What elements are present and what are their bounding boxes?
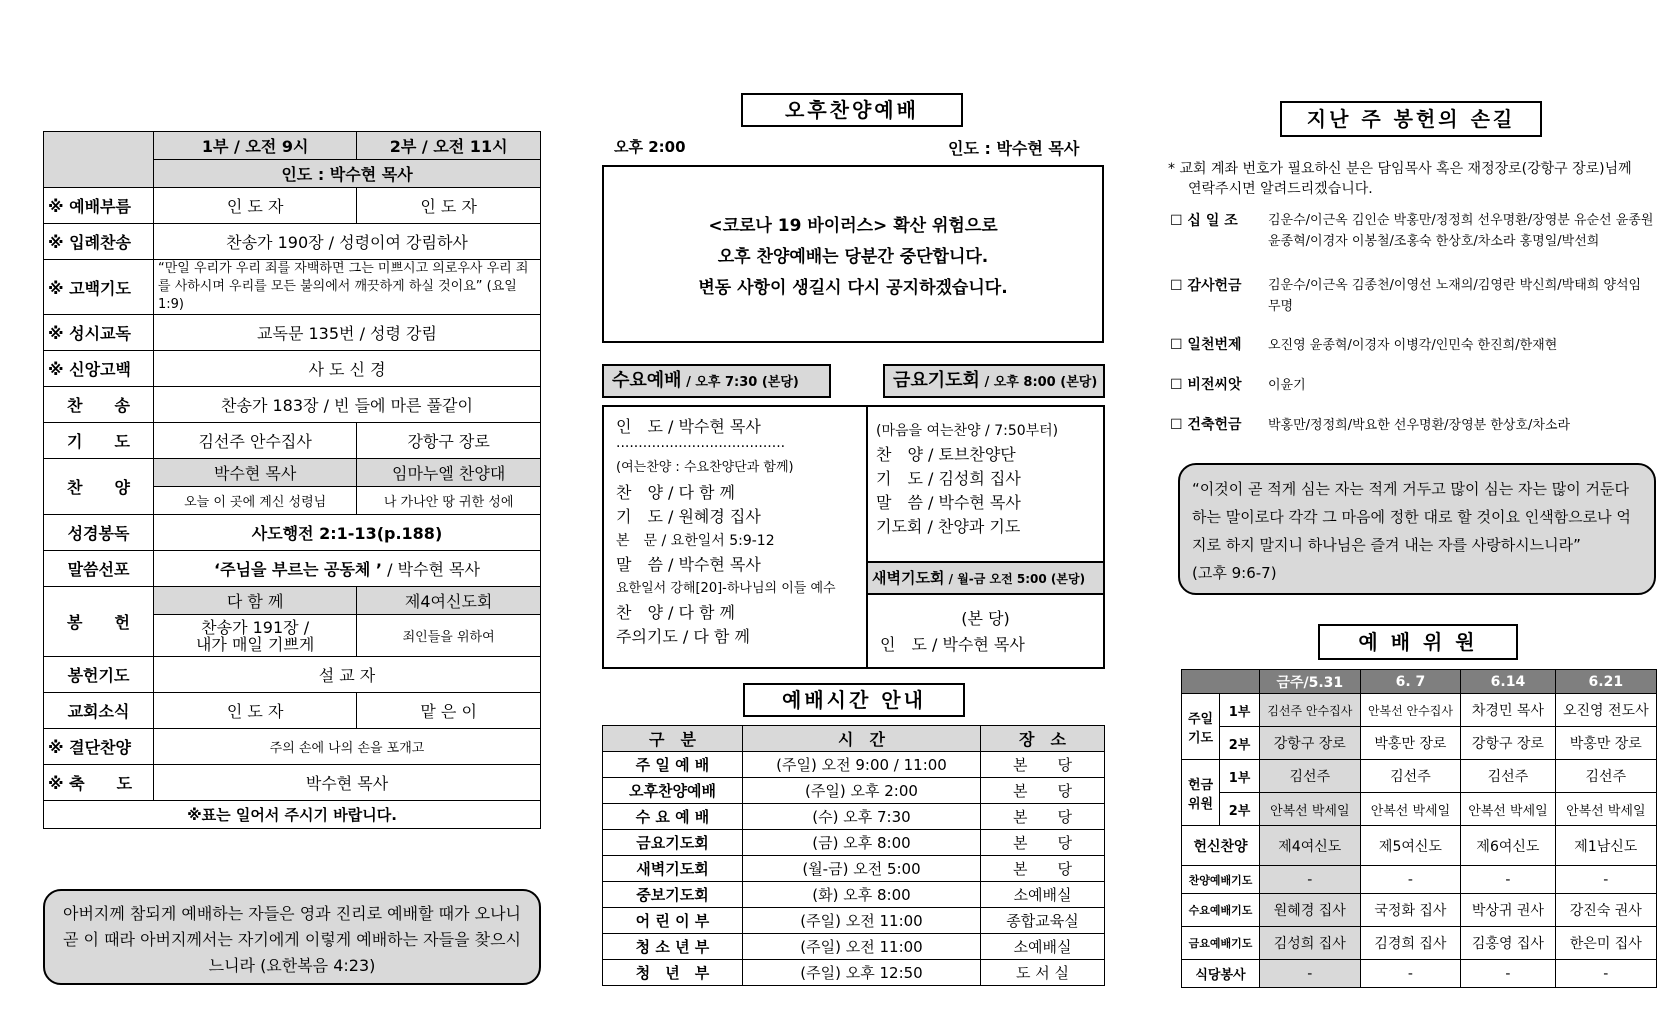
daily-names: 오진영 윤종혁/이경자 이병각/인민숙 한진희/한재현 <box>1268 338 1558 353</box>
schedule-cell: 본 당 <box>981 856 1105 882</box>
praise-0: - <box>1260 866 1361 894</box>
friday-when: / 오후 8:00 (본당) <box>979 375 1098 390</box>
offering-prayer-value: 설 교 자 <box>154 657 541 693</box>
schedule-cell: (주일) 오후 12:50 <box>743 960 981 986</box>
fri-opening: (마음을 여는찬양 / 7:50부터) <box>876 423 1059 439</box>
building-names: 박홍만/정정희/박요한 선우명환/장영분 한상호/차소라 <box>1268 418 1571 433</box>
prayer1-0: 김선주 안수집사 <box>1260 694 1361 727</box>
prayer-label: 기 도 <box>44 423 154 459</box>
sermon-preacher: / 박수현 목사 <box>382 560 480 579</box>
schedule-cell: 청 소 년 부 <box>603 934 743 960</box>
wed-0: 원혜경 집사 <box>1260 894 1361 927</box>
schedule-cell: 중보기도회 <box>603 882 743 908</box>
call-label: ※ 예배부름 <box>44 188 154 224</box>
friday-title-box <box>883 364 1105 398</box>
schedule-head-2: 시 간 <box>743 726 981 752</box>
notice-line-3: 변동 사항이 생길시 다시 공지하겠습니다. <box>698 278 1008 298</box>
choir-s1: 오늘 이 곳에 계신 성령님 <box>154 487 357 515</box>
prayer1-3: 오진영 전도사 <box>1555 694 1656 727</box>
meal-label: 식당봉사 <box>1182 960 1260 988</box>
wednesday-when: / 오후 7:30 (본당) <box>681 375 799 390</box>
news-label: 교회소식 <box>44 693 154 729</box>
confession-label: ※ 고백기도 <box>44 260 154 315</box>
choir-s2: 나 가나안 땅 귀한 성에 <box>357 487 541 515</box>
news-v2: 맡 은 이 <box>357 693 541 729</box>
service1-header: 1부 / 오전 9시 <box>154 132 357 160</box>
dedication-3: 제1남신도 <box>1555 826 1656 866</box>
offering-label: 봉 헌 <box>44 587 154 657</box>
corner-cell <box>44 132 154 188</box>
schedule-table <box>602 725 1105 986</box>
sermon-title: ‘주님을 부르는 공동체 ’ <box>214 560 383 579</box>
dawn-title-box <box>868 561 1103 595</box>
prayer-part1: 1부 <box>1220 694 1260 727</box>
choir-n2: 임마누엘 찬양대 <box>357 459 541 487</box>
schedule-head-1: 구 분 <box>603 726 743 752</box>
wed-l6: 찬 양 / 다 함 께 <box>616 603 736 622</box>
schedule-row <box>603 960 1105 986</box>
dawn-place <box>868 607 1103 631</box>
afternoon-leader: 인도 : 박수현 목사 <box>948 139 1080 158</box>
wed-l5: 요한일서 강해[20]-하나님의 이들 예수 <box>616 581 836 596</box>
offering-g1: 다 함 께 <box>154 587 357 615</box>
thanks-label: ☐ 감사헌금 <box>1170 278 1242 294</box>
fri-prayer-label: 금요예배기도 <box>1182 927 1260 960</box>
closing-label: ※ 결단찬양 <box>44 729 154 765</box>
wed-opening: (여는찬양 : 수요찬양단과 함께) <box>616 460 794 475</box>
call-v1: 인 도 자 <box>154 188 357 224</box>
offering-s2: 죄인들을 위하여 <box>357 615 541 657</box>
news-v1: 인 도 자 <box>154 693 357 729</box>
prayer2-1: 박홍만 장로 <box>1360 727 1461 760</box>
creed-value: 사 도 신 경 <box>154 351 541 387</box>
schedule-cell: 새벽기도회 <box>603 856 743 882</box>
schedule-cell: 수 요 예 배 <box>603 804 743 830</box>
offer2-2: 안복선 박세일 <box>1461 793 1555 826</box>
offering-note-2: 연락주시면 알려드리겠습니다. <box>1188 181 1373 197</box>
standing-note: ※표는 일어서 주시기 바랍니다. <box>44 801 541 829</box>
catechism-label: ※ 성시교독 <box>44 315 154 351</box>
schedule-row <box>603 908 1105 934</box>
prayer2-0: 강항구 장로 <box>1260 727 1361 760</box>
thanks-line-1: 김운수/이근옥 김종천/이영선 노재의/김영란 박신희/박태희 양석임 <box>1268 278 1642 293</box>
schedule-cell: 본 당 <box>981 752 1105 778</box>
schedule-head-3: 장 소 <box>981 726 1105 752</box>
roles-header-row <box>1182 670 1657 694</box>
meal-0: - <box>1260 960 1361 988</box>
verse-box-left: 아버지께 참되게 예배하는 자들은 영과 진리로 예배할 때가 오나니 곧 이 때라 아버지께서는 자기에게 이렇게 예배하는 자들을 찾으시느니라 (요한복음 4:23) <box>43 889 541 985</box>
scripture-value: 사도행전 2:1-13(p.188) <box>154 515 541 551</box>
schedule-row <box>603 856 1105 882</box>
schedule-cell: 소예배실 <box>981 934 1105 960</box>
verse-right-text: “이것이 곧 적게 심는 자는 적게 거두고 많이 심는 자는 많이 거둔다 하는 말이로다 각각 그 마음에 정한 대로 할 것이요 인색함으로나 억지로 하지 말지니 하나님은 즐겨 내는 자를 사랑하시느니라” <box>1192 480 1631 554</box>
wed-leader: 인 도 / 박수현 목사 <box>616 417 761 436</box>
creed-label: ※ 신앙고백 <box>44 351 154 387</box>
offer1-0: 김선주 <box>1260 760 1361 793</box>
offer2-1: 안복선 박세일 <box>1360 793 1461 826</box>
dedication-label: 헌신찬양 <box>1182 826 1260 866</box>
wednesday-title: 수요예배 <box>612 370 682 391</box>
meal-1: - <box>1360 960 1461 988</box>
wednesday-program <box>616 415 856 649</box>
opening-value: 찬송가 190장 / 성령이여 강림하사 <box>154 224 541 260</box>
prayer2-2: 강항구 장로 <box>1461 727 1555 760</box>
wed-l3: 본 문 / 요한일서 5:9-12 <box>616 533 775 549</box>
afternoon-time: 오후 2:00 <box>614 138 686 156</box>
worship-roles-table <box>1181 669 1657 988</box>
schedule-title: 예배시간 안내 <box>743 683 965 717</box>
wed-l1: 찬 양 / 다 함 께 <box>616 483 736 502</box>
schedule-cell: 도 서 실 <box>981 960 1105 986</box>
schedule-cell: (주일) 오후 2:00 <box>743 778 981 804</box>
closing-value: 주의 손에 나의 손을 포개고 <box>154 729 541 765</box>
prayer-v1: 김선주 안수집사 <box>154 423 357 459</box>
catechism-value: 교독문 135번 / 성령 강림 <box>154 315 541 351</box>
vision-label: ☐ 비전씨앗 <box>1170 377 1242 393</box>
schedule-cell: (수) 오후 7:30 <box>743 804 981 830</box>
wed-prayer-label: 수요예배기도 <box>1182 894 1260 927</box>
fri-0: 김성희 집사 <box>1260 927 1361 960</box>
wed-l7: 주의기도 / 다 함 께 <box>616 627 750 646</box>
schedule-cell: (화) 오후 8:00 <box>743 882 981 908</box>
offering-s1b: 내가 매일 기쁘게 <box>195 634 315 654</box>
afternoon-title: 오후찬양예배 <box>741 93 963 127</box>
wed-l4: 말 씀 / 박수현 목사 <box>616 555 761 574</box>
daily-label: ☐ 일천번제 <box>1170 337 1242 353</box>
wed-dots: ······································ <box>616 439 786 455</box>
blessing-label: ※ 축 도 <box>44 765 154 801</box>
prayer2-3: 박홍만 장로 <box>1555 727 1656 760</box>
schedule-cell: 어 린 이 부 <box>603 908 743 934</box>
schedule-cell: (주일) 오전 11:00 <box>743 908 981 934</box>
wed-3: 강진숙 권사 <box>1555 894 1656 927</box>
roles-date-2: 6.14 <box>1461 670 1555 694</box>
weekday-services-box <box>602 405 1105 669</box>
opening-label: ※ 입례찬송 <box>44 224 154 260</box>
schedule-cell: (월-금) 오전 5:00 <box>743 856 981 882</box>
choir-label: 찬 양 <box>44 459 154 515</box>
hymn-value: 찬송가 183장 / 빈 들에 마른 풀같이 <box>154 387 541 423</box>
praise-3: - <box>1555 866 1656 894</box>
prayer-part2: 2부 <box>1220 727 1260 760</box>
fri-3: 한은미 집사 <box>1555 927 1656 960</box>
fri-l4: 기도회 / 찬양과 기도 <box>876 517 1021 536</box>
thanks-line-2: 무명 <box>1268 299 1294 314</box>
fri-1: 김경희 집사 <box>1360 927 1461 960</box>
dawn-place-text: (본 당) <box>961 609 1010 628</box>
meal-3: - <box>1555 960 1656 988</box>
roles-date-1: 6. 7 <box>1360 670 1461 694</box>
schedule-row <box>603 882 1105 908</box>
schedule-cell: 주 일 예 배 <box>603 752 743 778</box>
schedule-cell: (금) 오후 8:00 <box>743 830 981 856</box>
tithe-label: ☐ 십 일 조 <box>1170 213 1238 229</box>
scripture-label: 성경봉독 <box>44 515 154 551</box>
wed-1: 국정화 집사 <box>1360 894 1461 927</box>
schedule-row <box>603 830 1105 856</box>
offer1-1: 김선주 <box>1360 760 1461 793</box>
fri-l2: 기 도 / 김성희 집사 <box>876 469 1021 488</box>
meal-2: - <box>1461 960 1555 988</box>
thanks-names <box>1268 275 1641 317</box>
notice-line-2: 오후 찬양예배는 당분간 중단합니다. <box>717 247 989 267</box>
call-v2: 인 도 자 <box>357 188 541 224</box>
offering-note <box>1168 159 1632 199</box>
prayer-v2: 강항구 장로 <box>357 423 541 459</box>
praise-2: - <box>1461 866 1555 894</box>
schedule-cell: (주일) 오전 11:00 <box>743 934 981 960</box>
choir-n1: 박수현 목사 <box>154 459 357 487</box>
offer2-0: 안복선 박세일 <box>1260 793 1361 826</box>
offer-part2: 2부 <box>1220 793 1260 826</box>
schedule-cell: 본 당 <box>981 830 1105 856</box>
dedication-0: 제4여신도 <box>1260 826 1361 866</box>
prayer1-1: 안복선 안수집사 <box>1360 694 1461 727</box>
schedule-cell: 청 년 부 <box>603 960 743 986</box>
tithe-line-2: 윤종혁/이경자 이봉철/조홍숙 한상호/차소라 홍명일/박선희 <box>1268 234 1600 249</box>
roles-title: 예 배 위 원 <box>1318 624 1518 660</box>
prayer-group-label: 주일 기도 <box>1182 694 1220 760</box>
fri-l3: 말 씀 / 박수현 목사 <box>876 493 1021 512</box>
schedule-cell: 오후찬양예배 <box>603 778 743 804</box>
schedule-row <box>603 804 1105 830</box>
dawn-title: 새벽기도회 <box>872 569 945 587</box>
dedication-1: 제5여신도 <box>1360 826 1461 866</box>
offering-title: 지난 주 봉헌의 손길 <box>1280 101 1542 137</box>
schedule-row <box>603 934 1105 960</box>
fri-2: 김홍영 집사 <box>1461 927 1555 960</box>
afternoon-notice-box <box>602 165 1104 343</box>
offering-s1a: 찬송가 191장 / <box>201 617 310 637</box>
verse-box-right <box>1178 463 1656 595</box>
offering-s1 <box>154 615 357 657</box>
prayer1-2: 차경민 목사 <box>1461 694 1555 727</box>
service2-header: 2부 / 오전 11시 <box>357 132 541 160</box>
praise-1: - <box>1360 866 1461 894</box>
dedication-2: 제6여신도 <box>1461 826 1555 866</box>
offer-group-label: 헌금 위원 <box>1182 760 1220 826</box>
roles-corner <box>1182 670 1260 694</box>
roles-date-0: 금주/5.31 <box>1260 670 1361 694</box>
friday-title: 금요기도회 <box>893 370 980 391</box>
confession-value: “만일 우리가 우리 죄를 자백하면 그는 미쁘시고 의로우사 우리 죄를 사하시며 우리를 모든 불의에서 깨끗하게 하실 것이요” (요일 1:9) <box>154 260 541 315</box>
sermon-label: 말씀선포 <box>44 551 154 587</box>
order-of-worship-table <box>43 131 541 829</box>
praise-label: 찬양예배기도 <box>1182 866 1260 894</box>
wednesday-title-box <box>602 364 831 398</box>
schedule-row <box>603 778 1105 804</box>
building-label: ☐ 건축헌금 <box>1170 417 1242 433</box>
dawn-when: / 월-금 오전 5:00 (본당) <box>944 572 1086 586</box>
offer2-3: 안복선 박세일 <box>1555 793 1656 826</box>
offering-g2: 제4여신도회 <box>357 587 541 615</box>
hymn-label: 찬 송 <box>44 387 154 423</box>
schedule-header-row <box>603 726 1105 752</box>
offering-note-1: * 교회 계좌 번호가 필요하신 분은 담임목사 혹은 재정장로(강항구 장로)님께 <box>1168 161 1632 177</box>
blessing-value: 박수현 목사 <box>154 765 541 801</box>
schedule-cell: 금요기도회 <box>603 830 743 856</box>
friday-program <box>876 419 1101 539</box>
offering-prayer-label: 봉헌기도 <box>44 657 154 693</box>
offer1-3: 김선주 <box>1555 760 1656 793</box>
vision-names: 이윤기 <box>1268 378 1306 393</box>
dawn-leader: 인 도 / 박수현 목사 <box>880 635 1025 654</box>
schedule-cell: 소예배실 <box>981 882 1105 908</box>
tithe-line-1: 김운수/이근옥 김인순 박홍만/정정희 선우명환/장영분 유순선 윤종원 <box>1268 213 1654 228</box>
wed-2: 박상귀 권사 <box>1461 894 1555 927</box>
schedule-cell: 본 당 <box>981 804 1105 830</box>
fri-l1: 찬 양 / 토브찬양단 <box>876 445 1016 464</box>
offer1-2: 김선주 <box>1461 760 1555 793</box>
schedule-cell: 종합교육실 <box>981 908 1105 934</box>
offer-part1: 1부 <box>1220 760 1260 793</box>
schedule-cell: 본 당 <box>981 778 1105 804</box>
schedule-row <box>603 752 1105 778</box>
leader-line: 인도 : 박수현 목사 <box>154 160 541 188</box>
schedule-cell: (주일) 오전 9:00 / 11:00 <box>743 752 981 778</box>
verse-right-ref: (고후 9:6-7) <box>1192 564 1277 582</box>
notice-line-1: <코로나 19 바이러스> 확산 위험으로 <box>708 216 998 236</box>
roles-date-3: 6.21 <box>1555 670 1656 694</box>
tithe-names <box>1268 210 1653 252</box>
sermon-cell <box>154 551 541 587</box>
wed-l2: 기 도 / 원혜경 집사 <box>616 507 761 526</box>
